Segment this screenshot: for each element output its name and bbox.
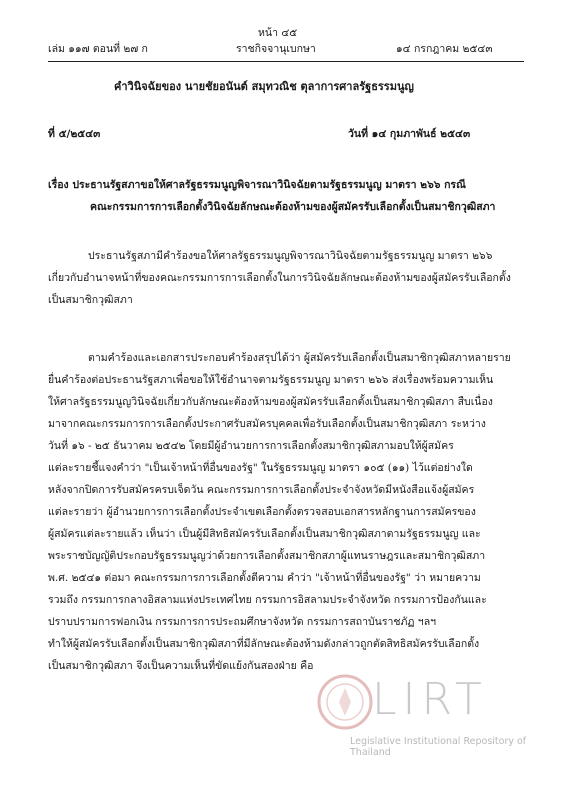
paragraph-line: ปราบปรามการฟอกเงิน กรรมการการประถมศึกษาจังหวัด กรรมการสถาบันราชภัฏ ฯลฯ (48, 616, 437, 628)
paragraph-2 (48, 347, 524, 677)
paragraph-line: มาจากคณะกรรมการการเลือกตั้งประกาศรับสมัครบุคคลเพื่อรับเลือกตั้งเป็นสมาชิกวุฒิสภา ระหว่าง (48, 418, 486, 430)
page-number: หน้า ๔๕ (258, 27, 298, 39)
subject-line-2: คณะกรรมการการเลือกตั้งวินิจฉัยลักษณะต้องห้ามของผู้สมัครรับเลือกตั้งเป็นสมาชิกวุฒิสภา (90, 201, 496, 213)
paragraph-line: แต่ละรายชี้แจงคำว่า "เป็นเจ้าหน้าที่อื่นของรัฐ" ในรัฐธรรมนูญ มาตรา ๑๐๕ (๑๑) ไว้แต่อย่างใด (48, 462, 473, 474)
lirt-seal-icon (310, 672, 380, 732)
paragraph-line: แต่ละรายว่า ผู้อำนวยการการเลือกตั้งประจำเขตเลือกตั้งตรวจสอบเอกสารหลักฐานการสมัครของ (48, 506, 476, 518)
gazette-date: ๑๔ กรกฎาคม ๒๕๔๓ (396, 43, 493, 55)
paragraph-line: เป็นสมาชิกวุฒิสภา (48, 294, 133, 306)
document-title: คำวินิจฉัยของ นายชัยอนันต์ สมุทวณิช ตุลาการศาลรัฐธรรมนูญ (114, 80, 414, 93)
case-number: ที่ ๕/๒๕๔๓ (48, 128, 101, 140)
paragraph-line: รวมถึง กรรมการกลางอิสลามแห่งประเทศไทย กรรมการอิสลามประจำจังหวัด กรรมการป้องกันและ (48, 594, 487, 606)
paragraph-line: เป็นสมาชิกวุฒิสภา จึงเป็นความเห็นที่ขัดแย้งกันสองฝ่าย คือ (48, 660, 314, 672)
paragraph-line: เกี่ยวกับอำนาจหน้าที่ของคณะกรรมการการเลือกตั้งในการวินิจฉัยลักษณะต้องห้ามของผู้สมัครรับเลือกตั้ง (48, 272, 511, 284)
paragraph-line: ประธานรัฐสภามีคำร้องขอให้ศาลรัฐธรรมนูญพิจารณาวินิจฉัยตามรัฐธรรมนูญ มาตรา ๒๖๖ (88, 250, 493, 262)
paragraph-line: หลังจากปิดการรับสมัครครบเจ็ดวัน คณะกรรมการการเลือกตั้งประจำจังหวัดมีหนังสือแจ้งผู้สมัคร (48, 484, 475, 496)
gazette-name: ราชกิจจานุเบกษา (236, 43, 316, 55)
paragraph-line: ยื่นคำร้องต่อประธานรัฐสภาเพื่อขอให้ใช้อำนาจตามรัฐธรรมนูญ มาตรา ๒๖๖ ส่งเรื่องพร้อมความเห็น (48, 374, 494, 386)
paragraph-line: ตามคำร้องและเอกสารประกอบคำร้องสรุปได้ว่า ผู้สมัครรับเลือกตั้งเป็นสมาชิกวุฒิสภาหลายราย (88, 352, 511, 364)
paragraph-line: ทำให้ผู้สมัครรับเลือกตั้งเป็นสมาชิกวุฒิสภาที่มีลักษณะต้องห้ามดังกล่าวถูกตัดสิทธิสมัครรับเลือกตั้ง (48, 638, 480, 650)
paragraph-1 (48, 245, 524, 311)
paragraph-line: พ.ศ. ๒๕๔๑ ต่อมา คณะกรรมการการเลือกตั้งตีความ คำว่า "เจ้าหน้าที่อื่นของรัฐ" ว่า หมายความ (48, 572, 481, 584)
paragraph-line: ผู้สมัครแต่ละรายแล้ว เห็นว่า เป็นผู้มีสิทธิสมัครรับเลือกตั้งเป็นสมาชิกวุฒิสภาตามรัฐธรรมนูญ และ (48, 528, 481, 540)
subject-line-1: เรื่อง ประธานรัฐสภาขอให้ศาลรัฐธรรมนูญพิจารณาวินิจฉัยตามรัฐธรรมนูญ มาตรา ๒๖๖ กรณี (48, 179, 466, 191)
lirt-logo-text: LIRT (372, 674, 488, 725)
lirt-caption: Legislative Institutional Repository of Thailand (350, 736, 527, 758)
paragraph-line: วันที่ ๑๖ - ๒๕ ธันวาคม ๒๕๔๒ โดยมีผู้อำนวยการการเลือกตั้งสมาชิกวุฒิสภามอบให้ผู้สมัคร (48, 440, 454, 452)
gazette-volume: เล่ม ๑๑๗ ตอนที่ ๒๗ ก (48, 43, 148, 55)
header-rule (48, 61, 524, 62)
paragraph-line: ให้ศาลรัฐธรรมนูญวินิจฉัยเกี่ยวกับลักษณะต้องห้ามของผู้สมัครรับเลือกตั้งเป็นสมาชิกวุฒิสภา สืบเนื่อง (48, 396, 493, 408)
lirt-watermark (310, 670, 540, 780)
decision-date: วันที่ ๑๔ กุมภาพันธ์ ๒๕๔๓ (348, 128, 471, 140)
paragraph-line: พระราชบัญญัติประกอบรัฐธรรมนูญว่าด้วยการเลือกตั้งสมาชิกสภาผู้แทนราษฎรและสมาชิกวุฒิสภา (48, 550, 486, 562)
